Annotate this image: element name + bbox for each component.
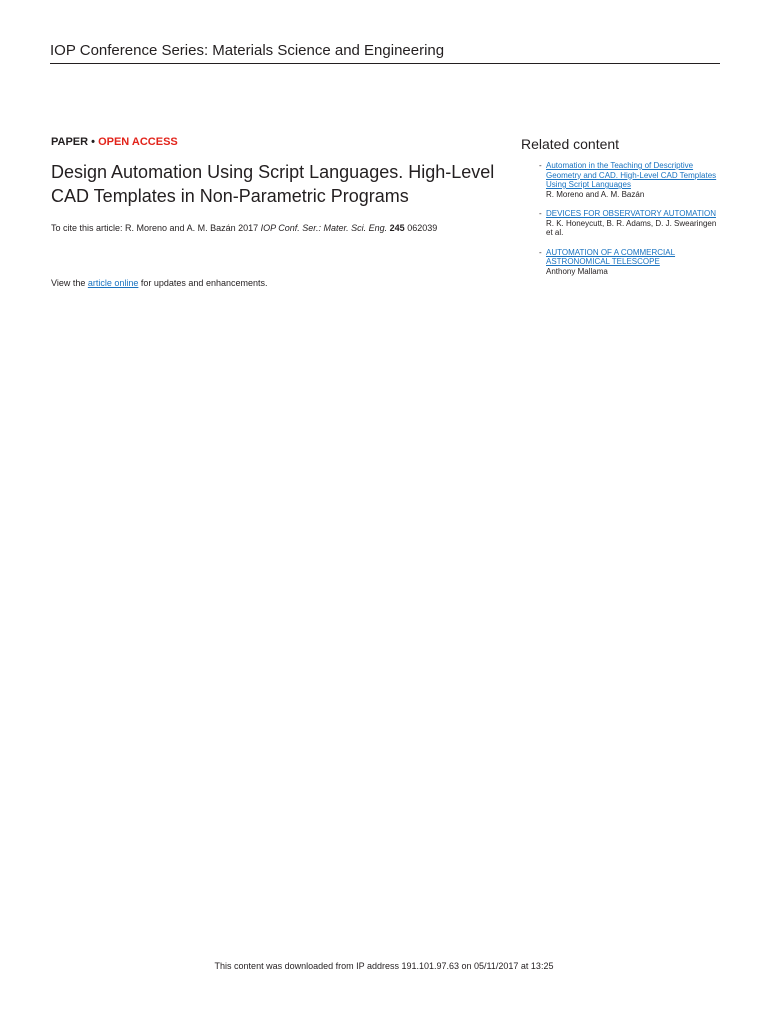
related-item (521, 209, 721, 238)
citation-prefix: To cite this article: R. Moreno and A. M. Bazán 2017 (51, 223, 261, 233)
journal-title: IOP Conference Series: Materials Science and Engineering (50, 42, 445, 59)
view-online-line (51, 278, 516, 289)
download-footer: This content was downloaded from IP address 191.101.97.63 on 05/11/2017 at 13:25 (214, 961, 554, 971)
open-access-label: OPEN ACCESS (98, 136, 178, 148)
related-item (521, 248, 721, 277)
paper-type-label: PAPER (51, 136, 89, 148)
related-item-authors: Anthony Mallama (546, 266, 608, 276)
related-item-authors: R. Moreno and A. M. Bazán (546, 189, 645, 199)
type-separator: • (91, 136, 96, 148)
citation-journal: IOP Conf. Ser.: Mater. Sci. Eng. (260, 223, 388, 233)
related-item-link[interactable]: DEVICES FOR OBSERVATORY AUTOMATION (546, 209, 716, 218)
related-item (521, 161, 721, 199)
related-item-link[interactable]: Automation in the Teaching of Descriptive Geometry and CAD. High-Level CAD Templates Using Script Languages (546, 161, 717, 189)
article-info (51, 136, 516, 289)
view-prefix: View the (51, 278, 88, 288)
related-item-link[interactable]: AUTOMATION OF A COMMERCIAL ASTRONOMICAL TELESCOPE (546, 247, 676, 266)
related-item-authors: R. K. Honeycutt, B. R. Adams, D. J. Swearingen et al. (546, 218, 717, 237)
article-title: Design Automation Using Script Languages. High-Level CAD Templates in Non-Parametric Programs (51, 162, 495, 206)
journal-header (50, 42, 720, 64)
related-item-dash: - (539, 161, 542, 170)
view-suffix: for updates and enhancements. (138, 278, 268, 288)
related-content-heading: Related content (521, 136, 620, 152)
related-item-dash: - (539, 247, 542, 257)
citation-article-number: 062039 (407, 223, 438, 233)
article-online-link[interactable]: article online (87, 278, 139, 288)
citation-volume: 245 (389, 223, 405, 233)
related-content (521, 136, 721, 286)
paper-type-line (51, 136, 516, 149)
related-item-dash: - (539, 209, 542, 218)
citation-line (51, 223, 516, 234)
